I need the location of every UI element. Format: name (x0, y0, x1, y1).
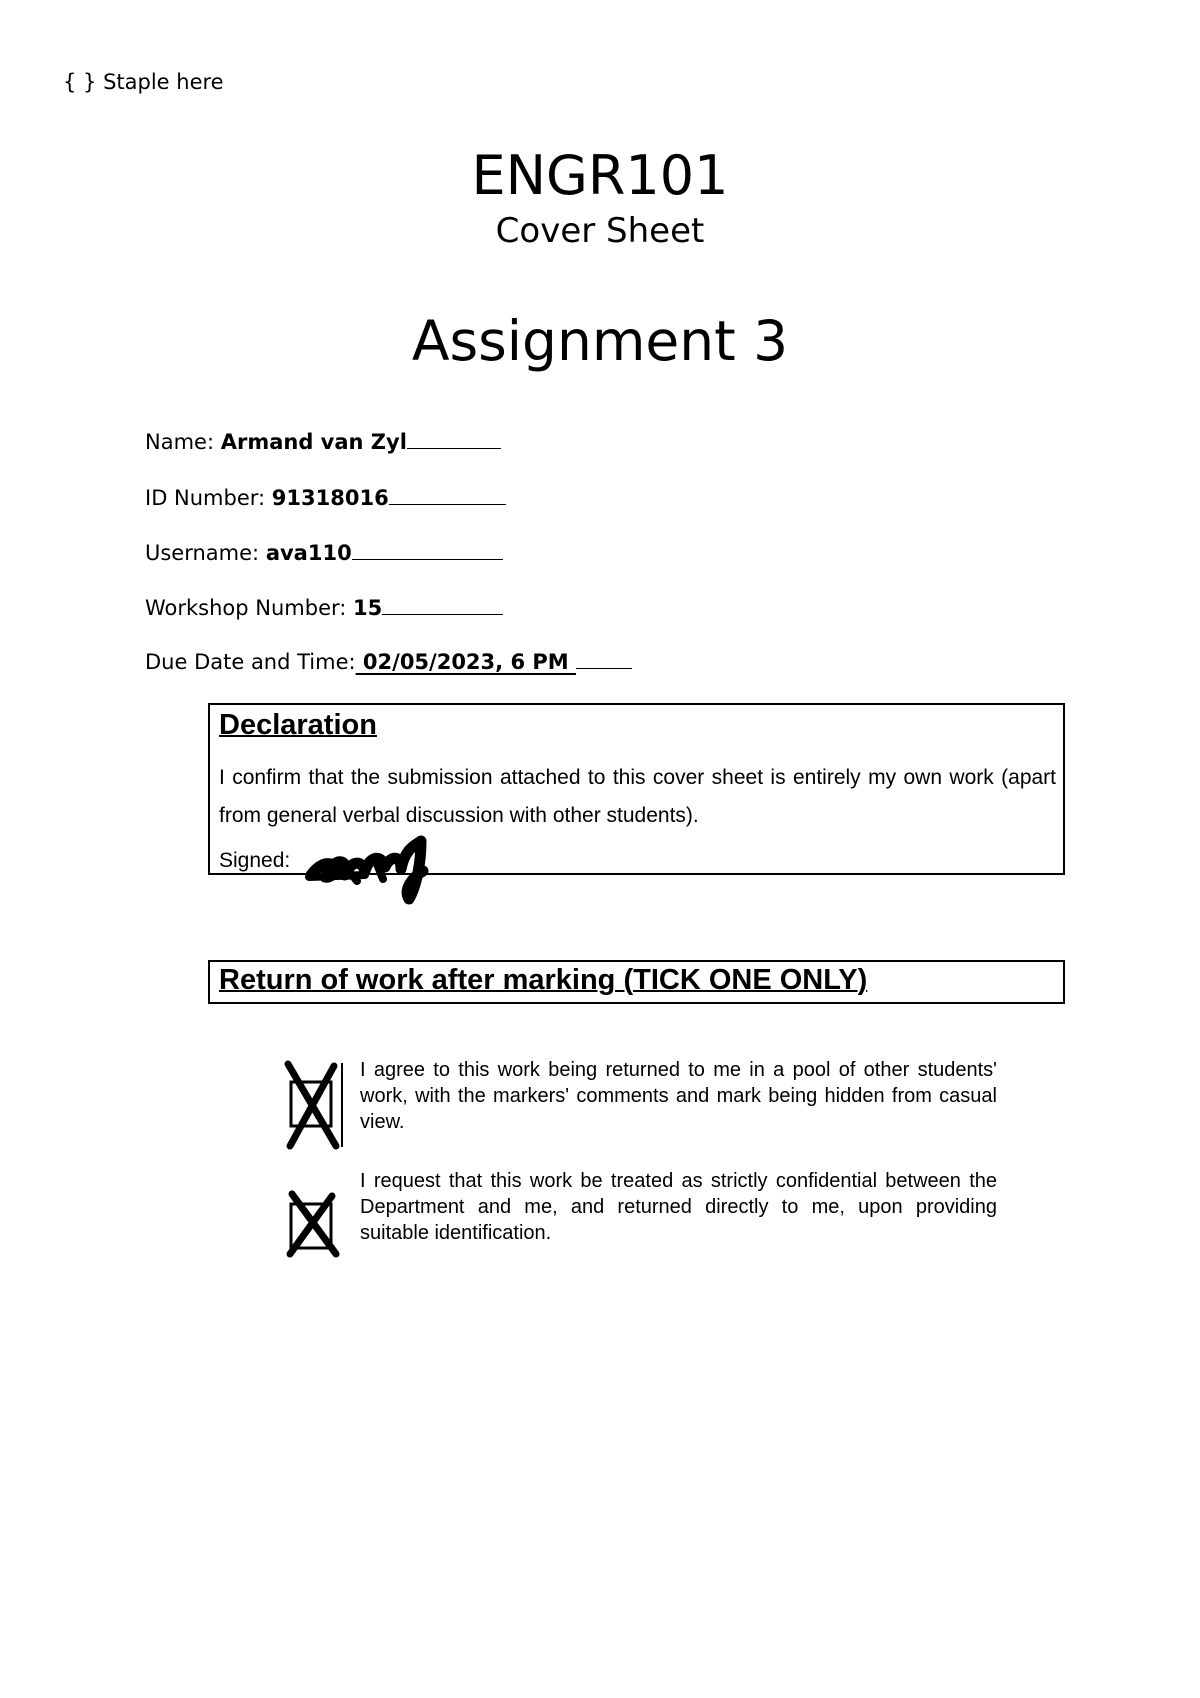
declaration-box (208, 703, 1065, 875)
name-value: Armand van Zyl (220, 430, 407, 454)
signed-label: Signed: (219, 849, 291, 872)
workshop-number-field (145, 594, 503, 621)
id-number-field (145, 484, 506, 511)
username-label: Username: (145, 541, 266, 565)
cover-sheet-subtitle: Cover Sheet (495, 211, 705, 251)
option1-text: I agree to this work being returned to me in a pool of other students' work, with the markers' comments and mark being hidden from casual view. (360, 1059, 997, 1133)
workshop-number-label: Workshop Number: (145, 596, 354, 620)
username-field (145, 539, 503, 566)
option2-text: I request that this work be treated as strictly confidential between the Department and me, and returned directly to me, upon providing suitable identification. (360, 1170, 997, 1244)
option1-checkbox-crossed-icon[interactable] (282, 1060, 342, 1150)
due-date-value: 02/05/2023, 6 PM (355, 650, 576, 674)
id-number-fill-line (389, 484, 506, 505)
option1-divider (341, 1063, 343, 1147)
workshop-number-value: 15 (353, 596, 383, 620)
name-fill-line (407, 428, 501, 449)
return-of-work-box (208, 960, 1065, 1004)
username-fill-line (352, 539, 503, 560)
due-date-label: Due Date and Time: (145, 650, 356, 674)
due-date-fill-line (576, 648, 632, 669)
course-code-title: ENGR101 (471, 144, 729, 207)
signature-image (305, 831, 445, 907)
name-label: Name: (145, 430, 221, 454)
name-field (145, 428, 501, 455)
due-date-field (145, 648, 632, 675)
return-of-work-heading: Return of work after marking (TICK ONE ONLY) (219, 964, 868, 996)
option2-checkbox-crossed-icon[interactable] (282, 1190, 342, 1260)
id-number-value: 91318016 (271, 486, 389, 510)
declaration-heading: Declaration (219, 709, 377, 741)
declaration-text: I confirm that the submission attached to this cover sheet is entirely my own work (apart from general verbal discussion with other students). (219, 766, 1056, 827)
assignment-title: Assignment 3 (411, 309, 789, 373)
id-number-label: ID Number: (145, 486, 272, 510)
username-value: ava110 (265, 541, 352, 565)
staple-note: { } Staple here (63, 70, 224, 94)
workshop-number-fill-line (382, 594, 503, 615)
